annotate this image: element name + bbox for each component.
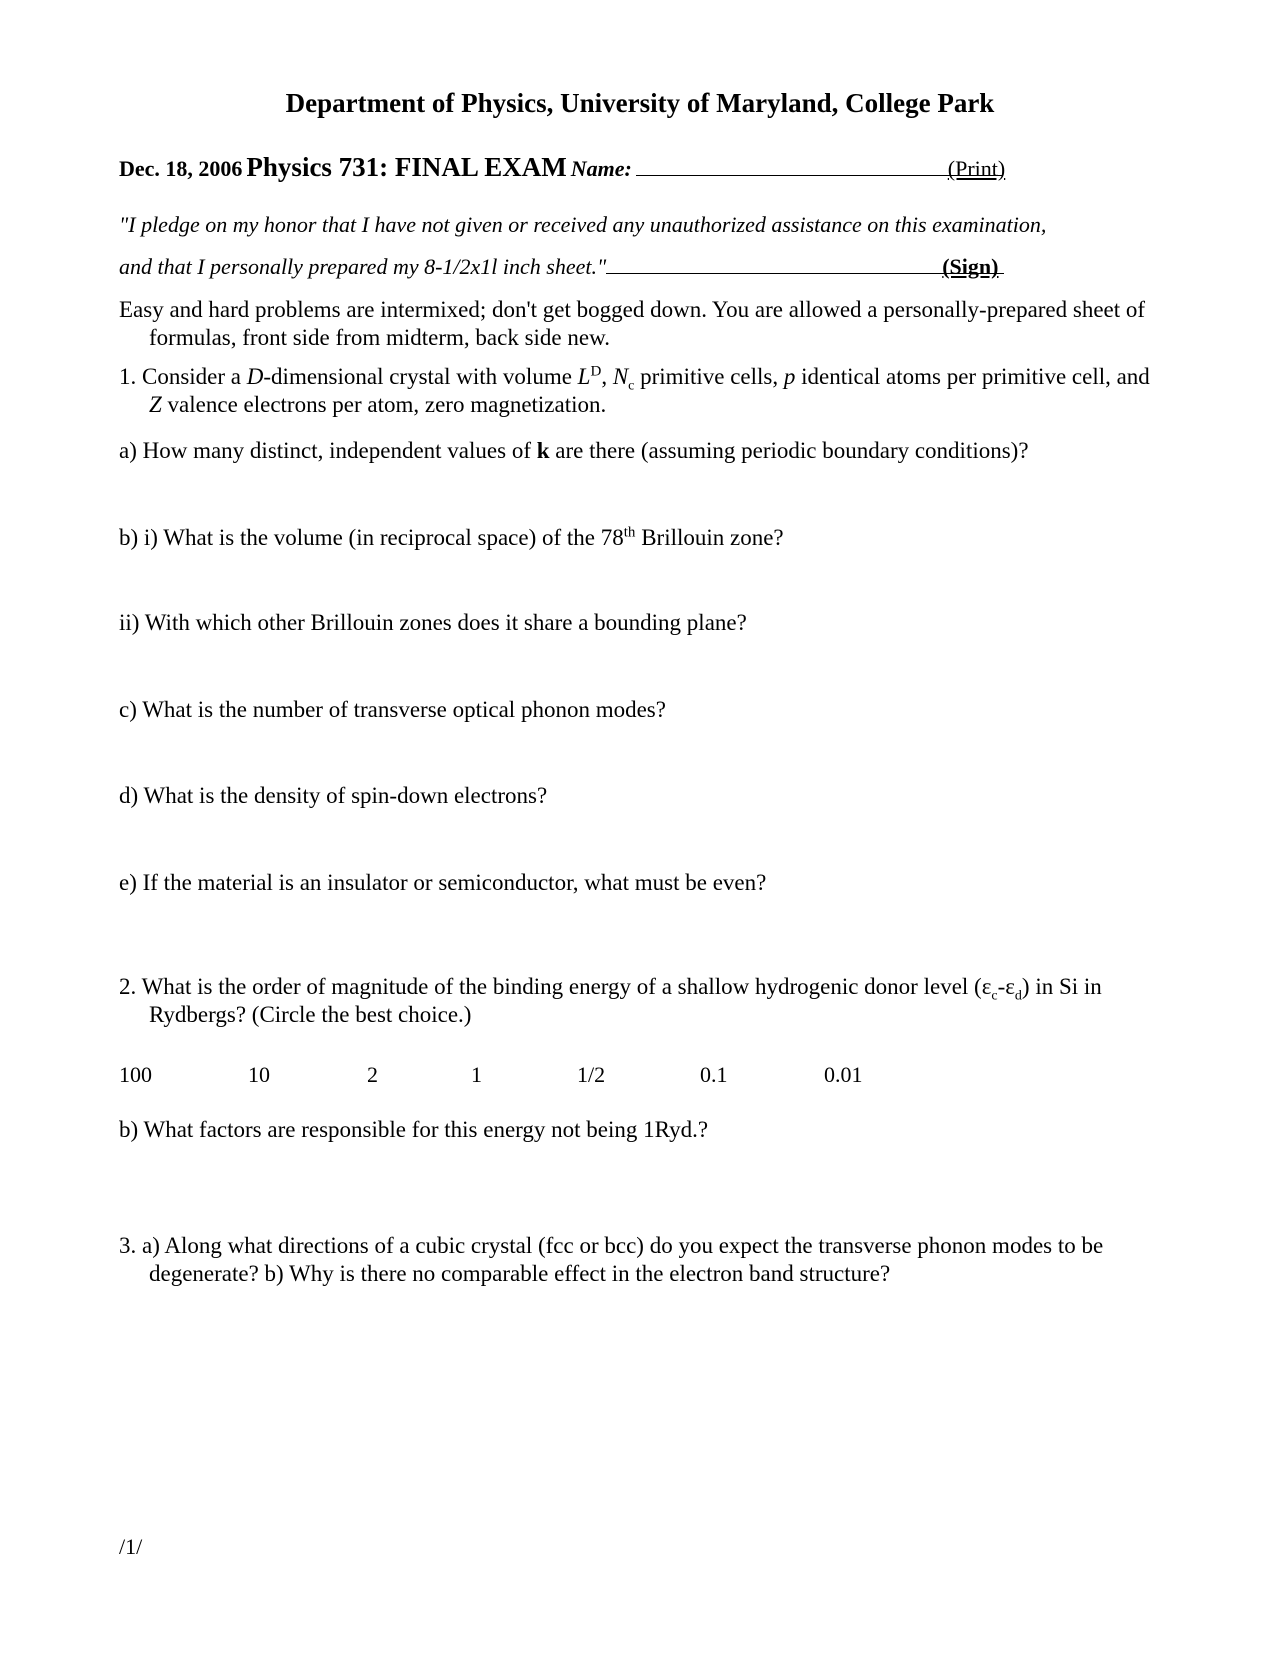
q2-part-b: b) What factors are responsible for this energy not being 1Ryd.?: [119, 1117, 709, 1142]
q1b-sup: th: [623, 524, 636, 541]
q2-choice[interactable]: 1: [471, 1062, 482, 1087]
q1-text: identical atoms per primitive cell, and: [795, 364, 1150, 389]
exam-header: [119, 152, 1059, 183]
name-label: Name:: [570, 156, 632, 181]
q1-var-d: D: [246, 364, 264, 389]
print-label: (Print): [947, 156, 1006, 181]
instructions-line-2: formulas, front side from midterm, back side new.: [149, 325, 610, 350]
q2-choice[interactable]: 2: [367, 1062, 378, 1087]
q2-choice[interactable]: 0.01: [824, 1062, 863, 1087]
q1-var-n: N: [612, 364, 629, 389]
q1-part-b-i: [119, 524, 784, 552]
pledge-text: and that I personally prepared my 8-1/2x1l inch sheet.": [119, 254, 607, 279]
q2-choice[interactable]: 100: [119, 1062, 152, 1087]
instructions-line-1: Easy and hard problems are intermixed; don't get bogged down. You are allowed a personally-prepared sheet of: [119, 297, 1146, 322]
q1-var-l: L: [577, 364, 591, 389]
q1b-text: Brillouin zone?: [635, 525, 784, 550]
q1b-text: b) i) What is the volume (in reciprocal space) of the 78: [119, 525, 624, 550]
q3-line-2: degenerate? b) Why is there no comparable effect in the electron band structure?: [149, 1261, 891, 1286]
q2-choice[interactable]: 10: [248, 1062, 270, 1087]
q2-sub-d: d: [1014, 988, 1022, 1004]
q1a-k: k: [536, 438, 550, 463]
q1-intro: [119, 363, 1150, 419]
exam-date: Dec. 18, 2006: [119, 156, 243, 181]
page-number: /1/: [119, 1534, 143, 1559]
q1-part-b-ii: ii) With which other Brillouin zones does it share a bounding plane?: [119, 610, 747, 635]
q1-var-p: p: [783, 364, 796, 389]
q2-choice[interactable]: 0.1: [700, 1062, 728, 1087]
q1-sub-c: c: [628, 378, 635, 394]
q1-text: valence electrons per atom, zero magnetization.: [161, 392, 607, 417]
q2-question: [119, 973, 1102, 1029]
q1-sup-d: D: [590, 363, 602, 380]
q2-text: ) in Si in: [1021, 974, 1102, 999]
q1a-text: are there (assuming periodic boundary conditions)?: [549, 438, 1029, 463]
q3-line-1: 3. a) Along what directions of a cubic crystal (fcc or bcc) do you expect the transverse phonon modes to be: [119, 1233, 1104, 1258]
q1-text: ,: [601, 364, 613, 389]
name-field[interactable]: [636, 157, 1002, 176]
q1-text: -dimensional crystal with volume: [263, 364, 578, 389]
q2-choice[interactable]: 1/2: [577, 1062, 606, 1087]
q1a-text: a) How many distinct, independent values of: [119, 438, 537, 463]
q1-intro-line-2: [119, 391, 1150, 419]
q1-part-e: e) If the material is an insulator or semiconductor, what must be even?: [119, 870, 767, 895]
q2-sub-c: c: [991, 988, 998, 1004]
q1-part-c: c) What is the number of transverse optical phonon modes?: [119, 697, 666, 722]
q2-line-2: Rydbergs? (Circle the best choice.): [149, 1002, 472, 1027]
q1-text: 1. Consider a: [119, 364, 247, 389]
pledge-line-1: "I pledge on my honor that I have not given or received any unauthorized assistance on this examination,: [119, 212, 1047, 237]
q2-text: -ε: [997, 974, 1015, 999]
q1-text: primitive cells,: [634, 364, 784, 389]
instructions: [119, 296, 1145, 352]
q1-part-d: d) What is the density of spin-down electrons?: [119, 783, 548, 808]
sign-label: (Sign): [942, 254, 999, 279]
page-title: Department of Physics, University of Maryland, College Park: [285, 88, 995, 118]
q1-var-z: Z: [149, 392, 162, 417]
pledge-line-2: [119, 254, 1060, 280]
q3-question: [119, 1232, 1103, 1288]
q2-text: 2. What is the order of magnitude of the binding energy of a shallow hydrogenic donor level (ε: [119, 974, 992, 999]
q1-part-a: [119, 437, 1029, 465]
course-title: Physics 731: FINAL EXAM: [246, 152, 567, 182]
